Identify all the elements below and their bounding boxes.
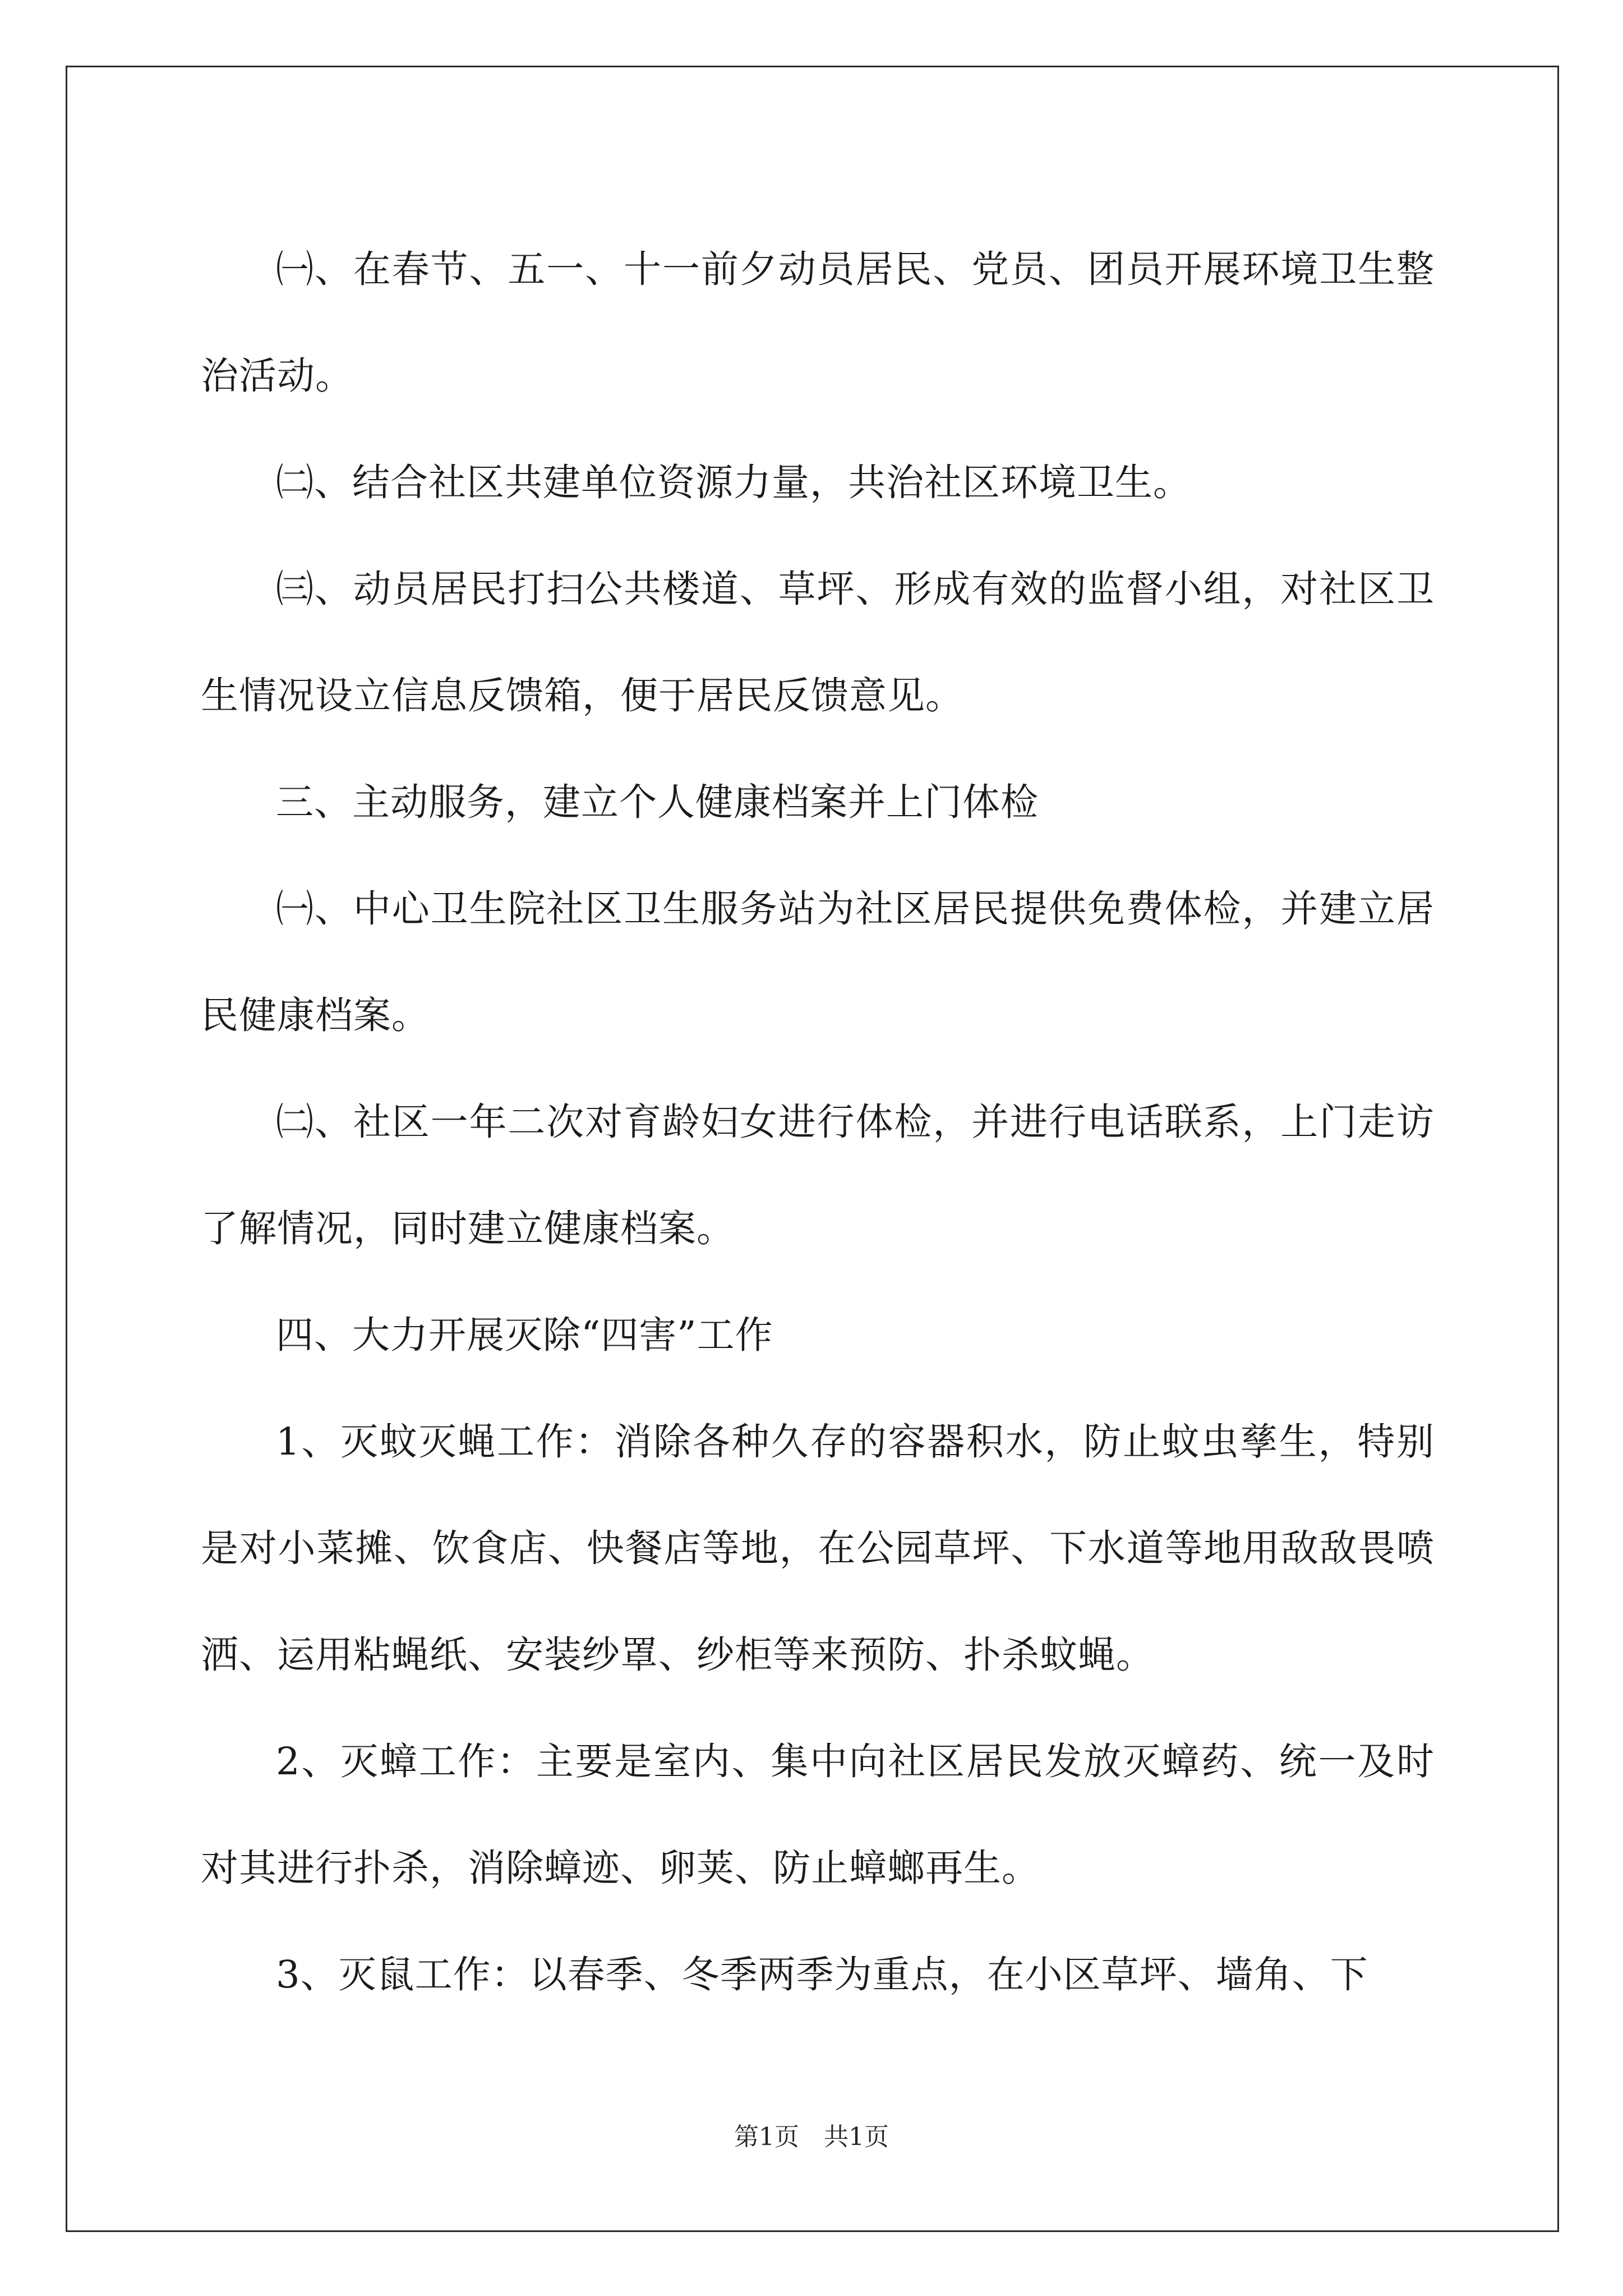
paragraph-10: 3、灭鼠工作：以春季、冬季两季为重点，在小区草坪、墙角、下 bbox=[276, 1953, 1368, 1996]
paragraph-3: ㈢、动员居民打扫公共楼道、草坪、形成有效的监督小组，对社区卫生情况设立信息反馈箱，便于居民反馈意见。 bbox=[201, 567, 1435, 717]
paragraph-9: 2、灭蟑工作：主要是室内、集中向社区居民发放灭蟑药、统一及时对其进行扑杀，消除蟑迹、卵荚、防止蟑螂再生。 bbox=[201, 1740, 1435, 1890]
paragraph-2: ㈡、结合社区共建单位资源力量，共治社区环境卫生。 bbox=[276, 461, 1191, 504]
paragraph-5: ㈠、中心卫生院社区卫生服务站为社区居民提供免费体检，并建立居民健康档案。 bbox=[201, 887, 1435, 1037]
page-number-footer: 第1页 共1页 bbox=[734, 2123, 889, 2151]
section-heading-3: 三、主动服务，建立个人健康档案并上门体检 bbox=[276, 780, 1039, 824]
paragraph-1: ㈠、在春节、五一、十一前夕动员居民、党员、团员开展环境卫生整治活动。 bbox=[201, 247, 1435, 398]
paragraph-6: ㈡、社区一年二次对育龄妇女进行体检，并进行电话联系，上门走访了解情况，同时建立健康档案。 bbox=[201, 1100, 1435, 1250]
document-body bbox=[201, 216, 1435, 2028]
section-heading-4: 四、大力开展灭除“四害”工作 bbox=[276, 1313, 773, 1357]
paragraph-8: 1、灭蚊灭蝇工作：消除各种久存的容器积水，防止蚊虫孳生，特别是对小菜摊、饮食店、快餐店等地，在公园草坪、下水道等地用敌敌畏喷洒、运用粘蝇纸、安装纱罩、纱柜等来预防、扑杀蚊蝇。 bbox=[201, 1420, 1435, 1677]
